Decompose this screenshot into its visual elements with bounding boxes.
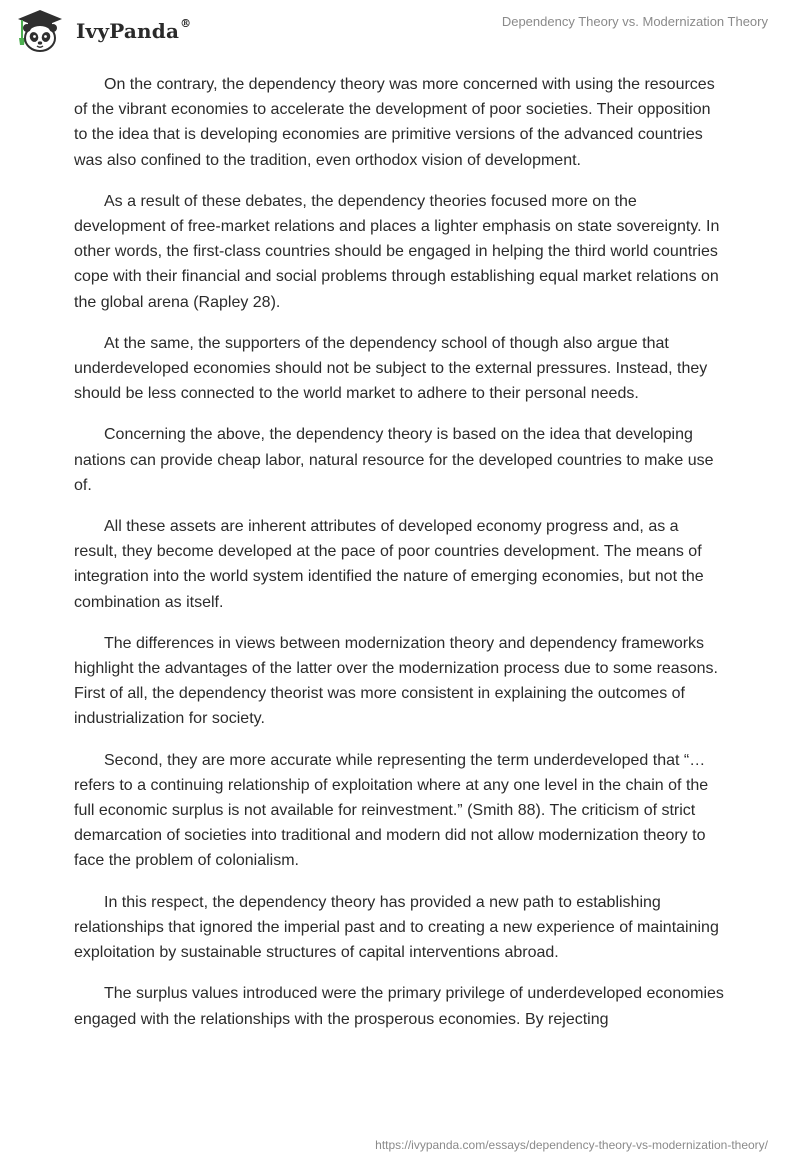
panda-graduation-cap-logo-icon xyxy=(14,8,66,54)
essay-paragraph: As a result of these debates, the dependency theories focused more on the development of free-market relations and places a lighter emphasis on state sovereignty. In other words, the first-class countries should be engaged in helping the third world countries cope with their financial and social problems through establishing equal market relations on the global arena (Rapley 28). xyxy=(74,192,720,311)
essay-paragraph: At the same, the supporters of the dependency school of though also argue that underdeveloped economies should not be subject to the external pressures. Instead, they should be less connected to the world market to adhere to their personal needs. xyxy=(74,334,708,403)
essay-paragraph: Second, they are more accurate while representing the term underdeveloped that “…refers to a continuing relationship of exploitation where at any one level in the chain of the full economic surplus is not available for reinvestment.” (Smith 88). The criticism of strict demarcation of societies into traditional and modern did not allow modernization theory to face the problem of colonialism. xyxy=(74,751,709,870)
source-url[interactable]: https://ivypanda.com/essays/dependency-theory-vs-modernization-theory/ xyxy=(375,1138,768,1152)
registered-mark: ® xyxy=(180,17,192,30)
essay-paragraph: Concerning the above, the dependency theory is based on the idea that developing nations can provide cheap labor, natural resource for the developed countries to make use of. xyxy=(74,426,714,494)
page-header xyxy=(0,0,800,60)
document-title: Dependency Theory vs. Modernization Theory xyxy=(501,14,768,29)
essay-paragraph: All these assets are inherent attributes of developed economy progress and, as a result, they become developed at the pace of poor countries development. The means of integration into the world system identified the nature of emerging economies, but not the combination as itself. xyxy=(74,518,704,611)
essay-paragraph: In this respect, the dependency theory has provided a new path to establishing relationships that ignored the imperial past and to creating a new experience of maintaining exploitation by sustainable structures of capital interventions abroad. xyxy=(74,893,719,962)
ivypanda-logo[interactable] xyxy=(14,8,191,54)
brand-name xyxy=(76,19,191,43)
essay-body xyxy=(74,72,726,1048)
essay-paragraph: The surplus values introduced were the primary privilege of underdeveloped economies engaged with the relationships with the prosperous economies. By rejecting xyxy=(74,985,724,1028)
essay-paragraph: On the contrary, the dependency theory was more concerned with using the resources of the vibrant economies to accelerate the development of poor societies. Their opposition to the idea that is developing economies are primitive versions of the advanced countries was also confined to the tradition, even orthodox vision of development. xyxy=(74,76,715,169)
essay-paragraph: The differences in views between modernization theory and dependency frameworks highlight the advantages of the latter over the modernization process due to some reasons. First of all, the dependency theorist was more consistent in explaining the outcomes of industrialization for society. xyxy=(74,634,718,728)
brand-name-text: IvyPanda xyxy=(76,19,180,43)
